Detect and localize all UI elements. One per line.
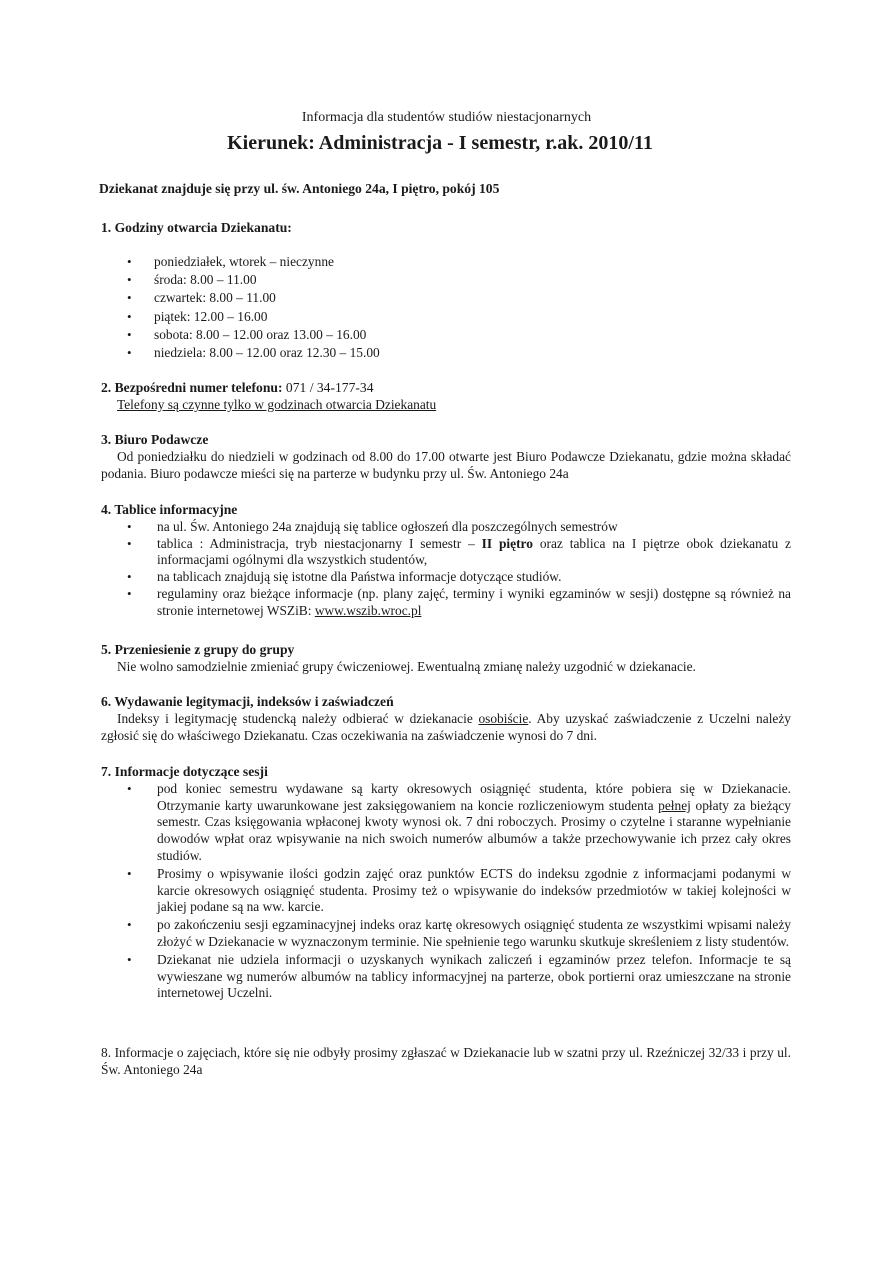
section-documents xyxy=(101,694,791,744)
section-title: 1. Godziny otwarcia Dziekanatu: xyxy=(101,220,292,235)
section-title: 7. Informacje dotyczące sesji xyxy=(101,764,268,779)
section-text: Nie wolno samodzielnie zmieniać grupy ćwiczeniowej. Ewentualną zmianę należy uzgodnić w dziekanacie. xyxy=(117,658,696,674)
hours-list xyxy=(101,254,791,362)
list-item xyxy=(101,781,791,865)
header-title: Kierunek: Administracja - I semestr, r.ak. 2010/11 xyxy=(227,132,653,154)
list-item: • na tablicach znajdują się istotne dla Państwa informacje dotyczące studiów. xyxy=(101,569,791,586)
text-part: . Aby uzyskać zaświadczenie z Uczelni należy zgłosić się do właściwego Dziekanatu. Czas oczekiwania na zaświadczenie wynosi do 7 dni. xyxy=(101,710,791,743)
section-submission-office xyxy=(101,432,791,482)
session-info-list xyxy=(101,781,791,1002)
section-text: Od poniedziałku do niedzieli w godzinach od 8.00 do 17.00 otwarte jest Biuro Podawcze Dziekanatu, gdzie można składać podania. Biuro podawcze mieści się na parterze w budynku przy ul. Św. Antoniego 24a xyxy=(101,448,791,481)
list-item: • niedziela: 8.00 – 12.00 oraz 12.30 – 15.00 xyxy=(101,345,791,362)
section-exam-session xyxy=(101,764,791,1003)
list-item: • czwartek: 8.00 – 11.00 xyxy=(101,290,791,307)
text-part: Indeksy i legitymację studencką należy odbierać w dziekanacie xyxy=(117,710,479,726)
header-subtitle: Informacja dla studentów studiów niestacjonarnych xyxy=(301,110,592,125)
list-item-text: oraz tablica na I piętrze obok dziekanatu z informacjami ogólnymi dla wszystkich studentów, xyxy=(157,535,791,568)
list-item: • Prosimy o wpisywanie ilości godzin zajęć oraz punktów ECTS do indeksu zgodnie z informacjami podanymi w karcie okresowych osiągnięć studenta. Prosimy też o wpisywanie do indeksów przedmiotów w takiej kolejności w jakiej podane są na ww. karcie. xyxy=(101,866,791,916)
emphasis-personally: osobiście xyxy=(478,710,529,726)
section-title: 3. Biuro Podawcze xyxy=(101,432,209,447)
section-cancelled-classes xyxy=(101,1045,791,1079)
list-item: • Dziekanat nie udziela informacji o uzyskanych wynikach zaliczeń i egzaminów przez telefon. Informacje te są wywieszane wg numerów albumów na tablicy informacyjnej na parterze, obok portierni oraz umieszczane na stronie internetowej Uczelni. xyxy=(101,952,791,1002)
list-item: • środa: 8.00 – 11.00 xyxy=(101,272,791,289)
notice-boards-list xyxy=(101,519,791,620)
list-item-text: pod koniec semestru wydawane są karty okresowych osiągnięć studenta, które pobiera się w Dziekanacie. Otrzymanie karty uwarunkowane jest zaksięgowaniem na koncie rozliczeniowym studenta xyxy=(157,780,791,813)
section-opening-hours xyxy=(101,220,791,364)
section-title: 4. Tablice informacyjne xyxy=(101,502,238,517)
office-location: Dziekanat znajduje się przy ul. św. Antoniego 24a, I piętro, pokój 105 xyxy=(99,181,500,196)
section-phone xyxy=(101,380,791,414)
list-item: • na ul. Św. Antoniego 24a znajdują się tablice ogłoszeń dla poszczególnych semestrów xyxy=(101,519,791,536)
section-group-change xyxy=(101,642,791,676)
section-text: 8. Informacje o zajęciach, które się nie odbyły prosimy zgłaszać w Dziekanacie lub w szatni przy ul. Rzeźniczej 32/33 i przy ul. Św. Antoniego 24a xyxy=(101,1045,791,1077)
section-title xyxy=(101,380,791,397)
section-text xyxy=(101,711,791,745)
list-item: • sobota: 8.00 – 12.00 oraz 13.00 – 16.00 xyxy=(101,327,791,344)
list-item-text: regulaminy oraz bieżące informacje (np. plany zajęć, terminy i wyniki egzaminów w sesji) dostępne są również na stronie internetowej WSZiB: xyxy=(157,585,791,618)
section-notice-boards xyxy=(101,502,791,620)
website-link[interactable]: www.wszib.wroc.pl xyxy=(314,602,422,618)
list-item xyxy=(101,536,791,570)
list-item: • poniedziałek, wtorek – nieczynne xyxy=(101,254,791,271)
emphasis-full: pełnej xyxy=(658,797,691,813)
list-item: • po zakończeniu sesji egzaminacyjnej indeks oraz kartę okresowych osiągnięć studenta ze wszystkimi wpisami należy złożyć w Dziekanacie w wyznaczonym terminie. Nie spełnienie tego warunku skutkuje skreśleniem z listy studentów. xyxy=(101,917,791,951)
phone-label: 2. Bezpośredni numer telefonu: xyxy=(101,380,283,395)
floor-emphasis: II piętro xyxy=(481,535,533,551)
phone-note: Telefony są czynne tylko w godzinach otwarcia Dziekanatu xyxy=(117,396,437,412)
list-item xyxy=(101,586,791,620)
list-item-text: opłaty za bieżący semestr. Czas księgowania wpłaconej kwoty wynosi ok. 7 dni roboczych. Prosimy o czytelne i staranne wypełnianie dowodów wpłat oraz wpisywanie na nich swoich numerów albumów a także przechowywanie ich przez cały okres studiów. xyxy=(157,797,791,863)
list-item: • piątek: 12.00 – 16.00 xyxy=(101,309,791,326)
phone-number: 071 / 34-177-34 xyxy=(282,380,374,395)
section-title: 5. Przeniesienie z grupy do grupy xyxy=(101,642,295,657)
list-item-text: tablica : Administracja, tryb niestacjonarny I semestr – xyxy=(157,535,482,551)
section-title: 6. Wydawanie legitymacji, indeksów i zaświadczeń xyxy=(101,694,394,709)
